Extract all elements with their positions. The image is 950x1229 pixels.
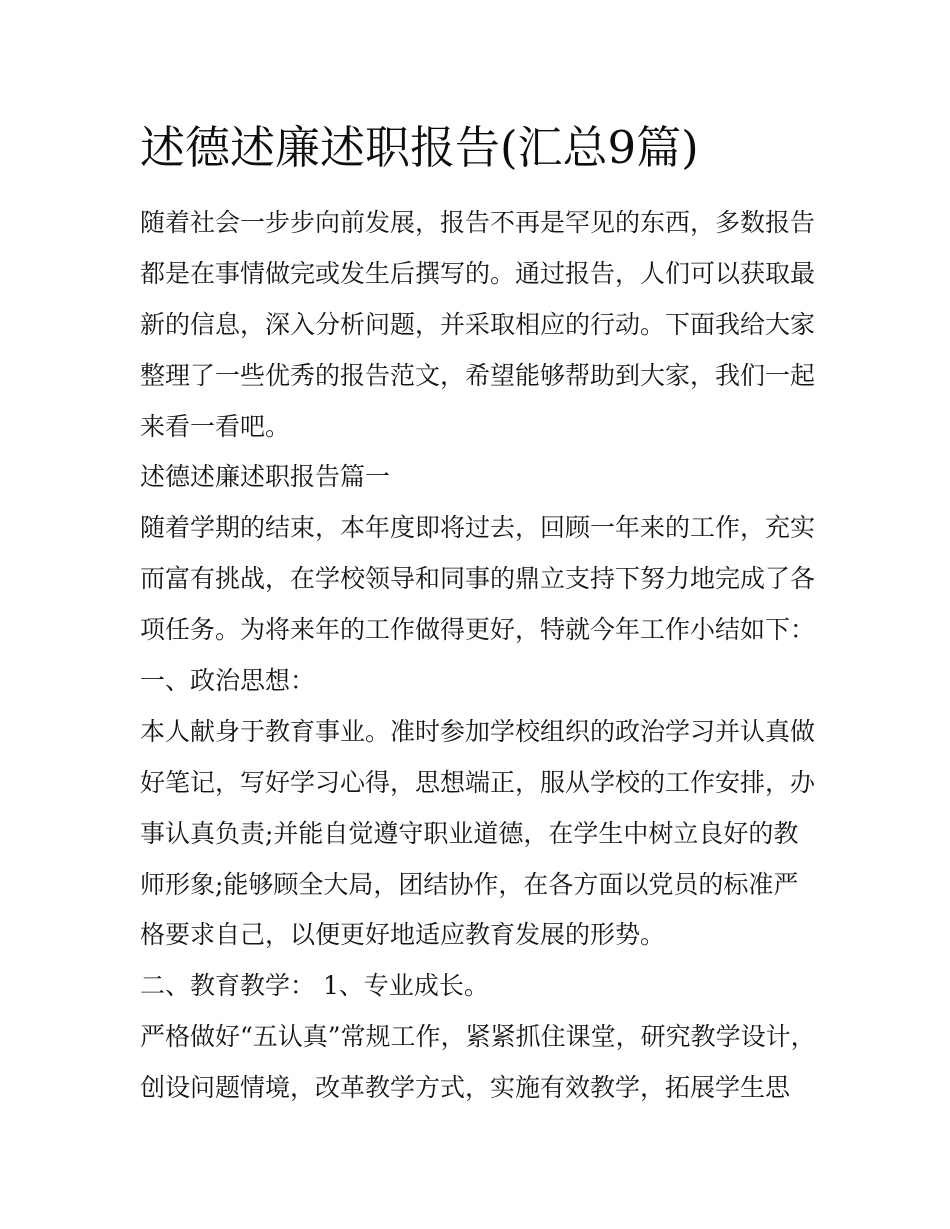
paragraph-line: 而富有挑战，在学校领导和同事的鼎立支持下努力地完成了各 <box>140 564 816 594</box>
intro-line-5: 来看一看吧。 <box>140 411 291 441</box>
paragraph-line: 本人献身于教育事业。准时参加学校组织的政治学习并认真做 <box>140 716 816 746</box>
paragraph-line: 项任务。为将来年的工作做得更好，特就今年工作小结如下： <box>140 615 816 645</box>
paragraph-line: 严格做好“五认真”常规工作，紧紧抓住课堂，研究教学设计， <box>140 1022 816 1052</box>
paragraph-line: 创设问题情境，改革教学方式，实施有效教学，拓展学生思 <box>140 1073 791 1103</box>
intro-line-3: 新的信息，深入分析问题，并采取相应的行动。下面我给大家 <box>140 309 816 339</box>
intro-line-4: 整理了一些优秀的报告范文，希望能够帮助到大家，我们一起 <box>140 360 816 390</box>
subsection-heading: 一、政治思想： <box>140 666 316 696</box>
paragraph-line: 事认真负责;并能自觉遵守职业道德，在学生中树立良好的教 <box>140 818 799 848</box>
section-heading: 述德述廉述职报告篇一 <box>140 462 391 492</box>
intro-line-2: 都是在事情做完或发生后撰写的。通过报告，人们可以获取最 <box>140 258 816 288</box>
paragraph-line: 格要求自己，以便更好地适应教育发展的形势。 <box>140 920 666 950</box>
paragraph-line: 好笔记，写好学习心得，思想端正，服从学校的工作安排，办 <box>140 767 816 797</box>
intro-line-1: 随着社会一步步向前发展，报告不再是罕见的东西，多数报告 <box>140 208 816 237</box>
document-body <box>140 198 820 1114</box>
paragraph-line: 师形象;能够顾全大局，团结协作，在各方面以党员的标准严 <box>140 869 799 899</box>
document-title: 述德述廉述职报告(汇总9篇) <box>140 121 699 174</box>
paragraph-line: 随着学期的结束，本年度即将过去，回顾一年来的工作，充实 <box>140 513 816 543</box>
subsection-heading: 二、教育教学： 1、专业成长。 <box>140 971 489 1001</box>
